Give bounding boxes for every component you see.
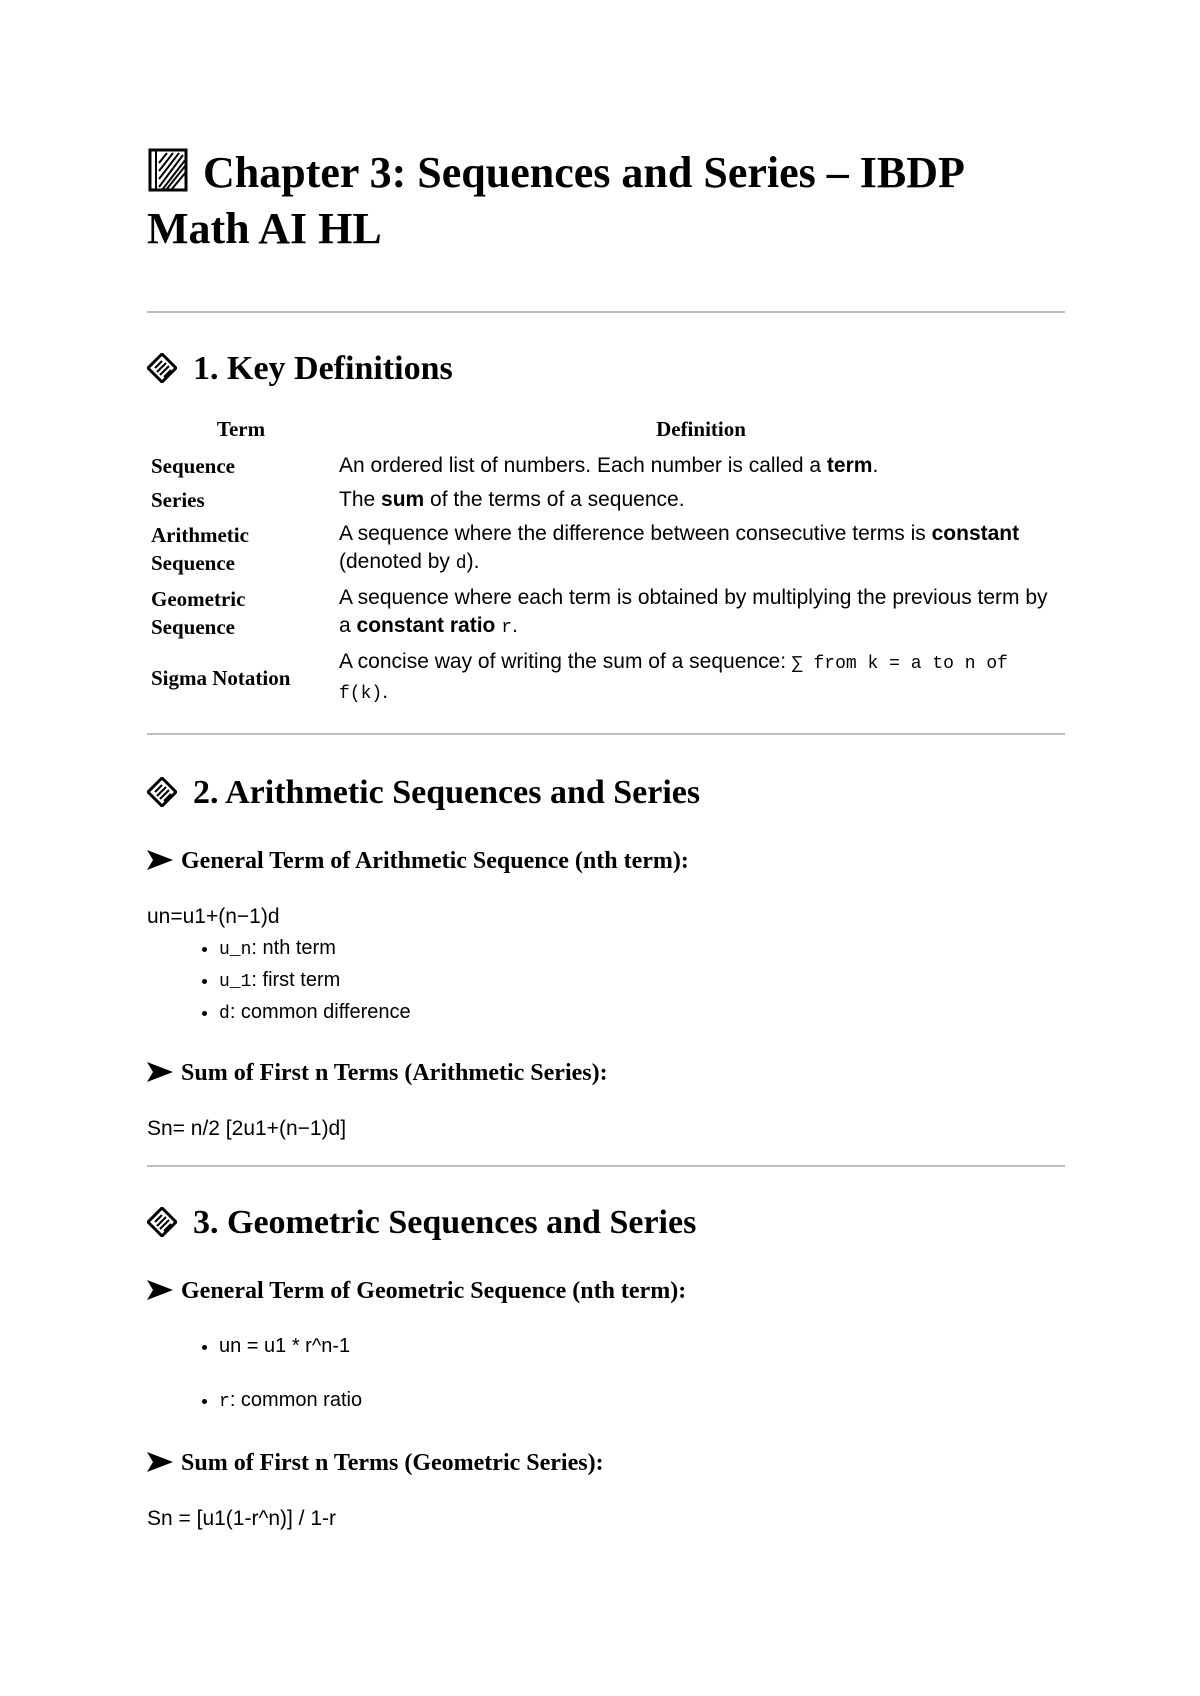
arrow-icon	[147, 1062, 173, 1082]
divider	[147, 1165, 1065, 1167]
subheading-geometric-general-term: General Term of Geometric Sequence (nth term):	[147, 1275, 1065, 1307]
subheading-arithmetic-general-term: General Term of Arithmetic Sequence (nth term):	[147, 845, 1065, 877]
table-row	[147, 483, 1067, 517]
diamond-icon	[147, 1207, 177, 1237]
definition-cell: A sequence where each term is obtained by multiplying the previous term by a constant ratio r.	[339, 586, 1048, 638]
definition-cell: The sum of the terms of a sequence.	[339, 488, 685, 511]
term-cell: Sigma Notation	[151, 666, 291, 690]
definition-cell: An ordered list of numbers. Each number is called a term.	[339, 454, 879, 477]
page-title-text: Chapter 3: Sequences and Series – IBDP Math AI HL	[147, 148, 963, 253]
section-heading-geometric: 3. Geometric Sequences and Series	[147, 1201, 1065, 1245]
formula-geometric-sum: Sn = [u1(1-r^n)] / 1-r	[147, 1507, 336, 1530]
term-cell: Series	[151, 488, 205, 512]
arrow-icon	[147, 1280, 173, 1300]
term-cell: Arithmetic Sequence	[151, 523, 249, 575]
list-item: • u_1: first term	[219, 965, 1065, 997]
term-cell: Geometric Sequence	[151, 587, 246, 639]
section-heading-key-definitions: 1. Key Definitions	[147, 347, 1065, 391]
definitions-table	[147, 415, 1067, 711]
table-row	[147, 517, 1067, 581]
section-heading-arithmetic: 2. Arithmetic Sequences and Series	[147, 771, 1065, 815]
divider	[147, 733, 1065, 735]
column-header-definition: Definition	[656, 417, 746, 441]
arrow-icon	[147, 850, 173, 870]
arithmetic-variables-list	[147, 933, 1065, 1029]
table-header-row	[147, 415, 1067, 449]
geometric-variables-list	[147, 1385, 1065, 1417]
divider	[147, 311, 1065, 313]
table-row	[147, 645, 1067, 711]
list-item: • d: common difference	[219, 997, 1065, 1029]
geometric-term-list	[147, 1331, 1065, 1361]
book-icon	[147, 147, 191, 193]
term-cell: Sequence	[151, 454, 235, 478]
document-content	[147, 145, 1065, 1533]
formula-arithmetic-sum: Sn= n/2 [2u1+(n−1)d]	[147, 1117, 347, 1140]
page-title	[147, 145, 1065, 257]
column-header-term: Term	[216, 417, 266, 441]
diamond-icon	[147, 353, 177, 383]
subheading-geometric-sum: Sum of First n Terms (Geometric Series):	[147, 1447, 1065, 1479]
definition-cell: A sequence where the difference between consecutive terms is constant (denoted by d).	[339, 522, 1020, 574]
subheading-arithmetic-sum: Sum of First n Terms (Arithmetic Series):	[147, 1057, 1065, 1089]
definition-cell: A concise way of writing the sum of a sequence: ∑ from k = a to n of f(k).	[339, 650, 1008, 704]
table-row	[147, 581, 1067, 645]
list-item: • un = u1 * r^n-1	[219, 1331, 1065, 1361]
arrow-icon	[147, 1452, 173, 1472]
list-item: • u_n: nth term	[219, 933, 1065, 965]
diamond-icon	[147, 777, 177, 807]
formula-arithmetic-nth-term: un=u1+(n−1)d	[147, 905, 280, 928]
table-row	[147, 449, 1067, 483]
list-item: • r: common ratio	[219, 1385, 1065, 1417]
